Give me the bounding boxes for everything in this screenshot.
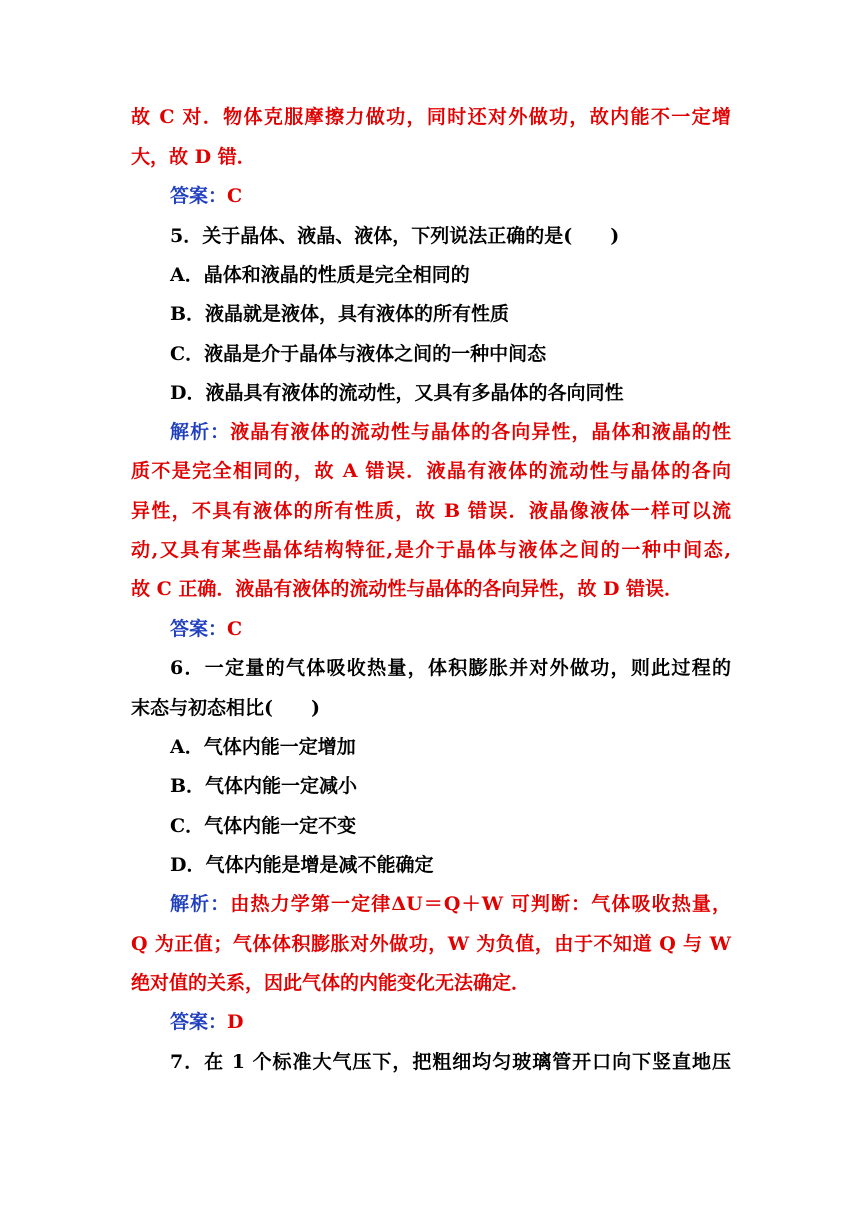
answer-value: C [227,618,243,640]
analysis-line [170,884,731,924]
text-line: Q 为正值；气体体积膨胀对外做功，W 为负值，由于不知道 Q 与 W [131,933,731,955]
question-7: 7．在 1 个标准大气压下，把粗细均匀玻璃管开口向下竖直地压 [170,1051,731,1073]
text-line: 动,又具有某些晶体结构特征,是介于晶体与液体之间的一种中间态, [131,539,731,561]
analysis-text: 由热力学第一定律ΔU＝Q＋W 可判断：气体吸收热量， [230,893,731,915]
text-line: 质不是完全相同的，故 A 错误．液晶有液体的流动性与晶体的各向 [131,460,731,482]
answer-label: 答案： [170,618,228,640]
text-line: 异性，不具有液体的所有性质，故 B 错误．液晶像液体一样可以流 [131,500,731,522]
answer-value: C [227,185,243,207]
analysis-label: 解析： [170,893,231,915]
text-line: 大，故 D 错． [131,146,256,168]
text-line: 故 C 正确．液晶有液体的流动性与晶体的各向异性，故 D 错误． [131,578,684,600]
option-d: D．气体内能是增是减不能确定 [170,854,434,876]
question-6-cont: 末态与初态相比( ) [131,697,320,719]
answer-value: D [227,1011,244,1033]
text-line: 绝对值的关系，因此气体的内能变化无法确定． [131,972,531,994]
option-b: B．气体内能一定减小 [170,775,358,797]
answer-line [170,1002,731,1042]
answer-line [170,176,731,216]
option-a: A．气体内能一定增加 [170,736,356,758]
analysis-label: 解析： [170,421,231,443]
text-line: 故 C 对．物体克服摩擦力做功，同时还对外做功，故内能不一定增 [131,106,731,128]
analysis-text: 液晶有液体的流动性与晶体的各向异性，晶体和液晶的性 [230,421,731,443]
analysis-line [170,412,731,452]
option-c: C．气体内能一定不变 [170,815,357,837]
option-d: D．液晶具有液体的流动性，又具有多晶体的各向同性 [170,382,624,404]
answer-label: 答案： [170,1011,228,1033]
question-5: 5．关于晶体、液晶、液体，下列说法正确的是( ) [170,225,620,247]
option-c: C．液晶是介于晶体与液体之间的一种中间态 [170,343,547,365]
option-a: A．晶体和液晶的性质是完全相同的 [170,264,470,286]
answer-line [170,609,731,649]
option-b: B．液晶就是液体，具有液体的所有性质 [170,303,510,325]
question-6: 6．一定量的气体吸收热量，体积膨胀并对外做功，则此过程的 [170,657,731,679]
answer-label: 答案： [170,185,228,207]
